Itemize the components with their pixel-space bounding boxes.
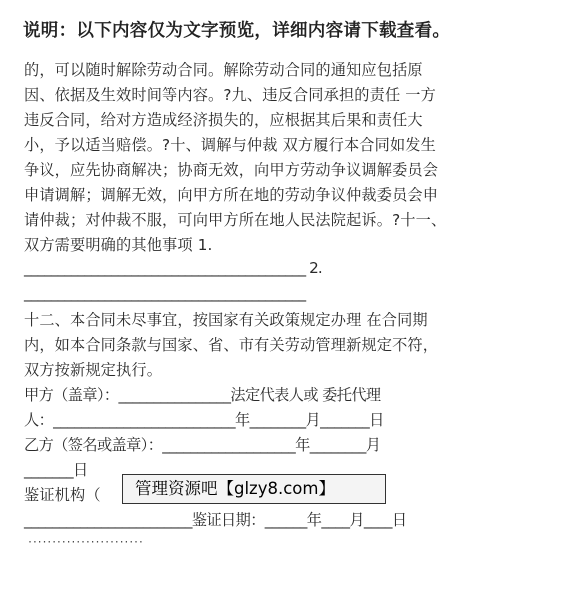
blank-line-1: __________________________________________ 2. [24, 259, 322, 277]
text-line: 小，予以适当赔偿。?十、调解与仲裁 双方履行本合同如发生 [24, 136, 436, 154]
party-a-line: 甲方（盖章）：________________法定代表人或 委托代理 [24, 386, 381, 404]
verification-date-line: ________________________鉴证日期：______年____月____日 [24, 511, 407, 529]
text-line: 双方需要明确的其他事项 1. [24, 236, 213, 254]
preview-notice: 说明：以下内容仅为文字预览，详细内容请下载查看。 [23, 21, 451, 41]
text-line: 的，可以随时解除劳动合同。解除劳动合同的通知应包括原 [24, 61, 423, 79]
party-b-line: 乙方（签名或盖章）：___________________年________月 [24, 436, 381, 454]
blank-line-2: __________________________________________ [24, 284, 306, 302]
text-line: 十二、本合同未尽事宜，按国家有关政策规定办理 在合同期 [24, 311, 428, 329]
party-a-date-line: 人：__________________________年________月_______日 [24, 411, 384, 429]
verification-org-label: 鉴证机构（ [24, 486, 101, 504]
text-line: 请仲裁；对仲裁不服，可向甲方所在地人民法院起诉。?十一、 [24, 211, 447, 229]
watermark-box: 管理资源吧【glzy8.com】 [122, 474, 386, 504]
truncation-dots: ························ [27, 537, 143, 548]
text-line: 双方按新规定执行。 [24, 361, 163, 379]
text-line: 因、依据及生效时间等内容。?九、违反合同承担的责任 一方 [24, 86, 436, 104]
text-line: 内，如本合同条款与国家、省、市有关劳动管理新规定不符， [24, 336, 439, 354]
text-line: 违反合同，给对方造成经济损失的，应根据其后果和责任大 [24, 111, 423, 129]
text-line: 争议，应先协商解决；协商无效，向甲方劳动争议调解委员会 [24, 161, 439, 179]
text-line: 申请调解；调解无效，向甲方所在地的劳动争议仲裁委员会申 [24, 186, 439, 204]
party-b-date-line: _______日 [24, 461, 88, 479]
